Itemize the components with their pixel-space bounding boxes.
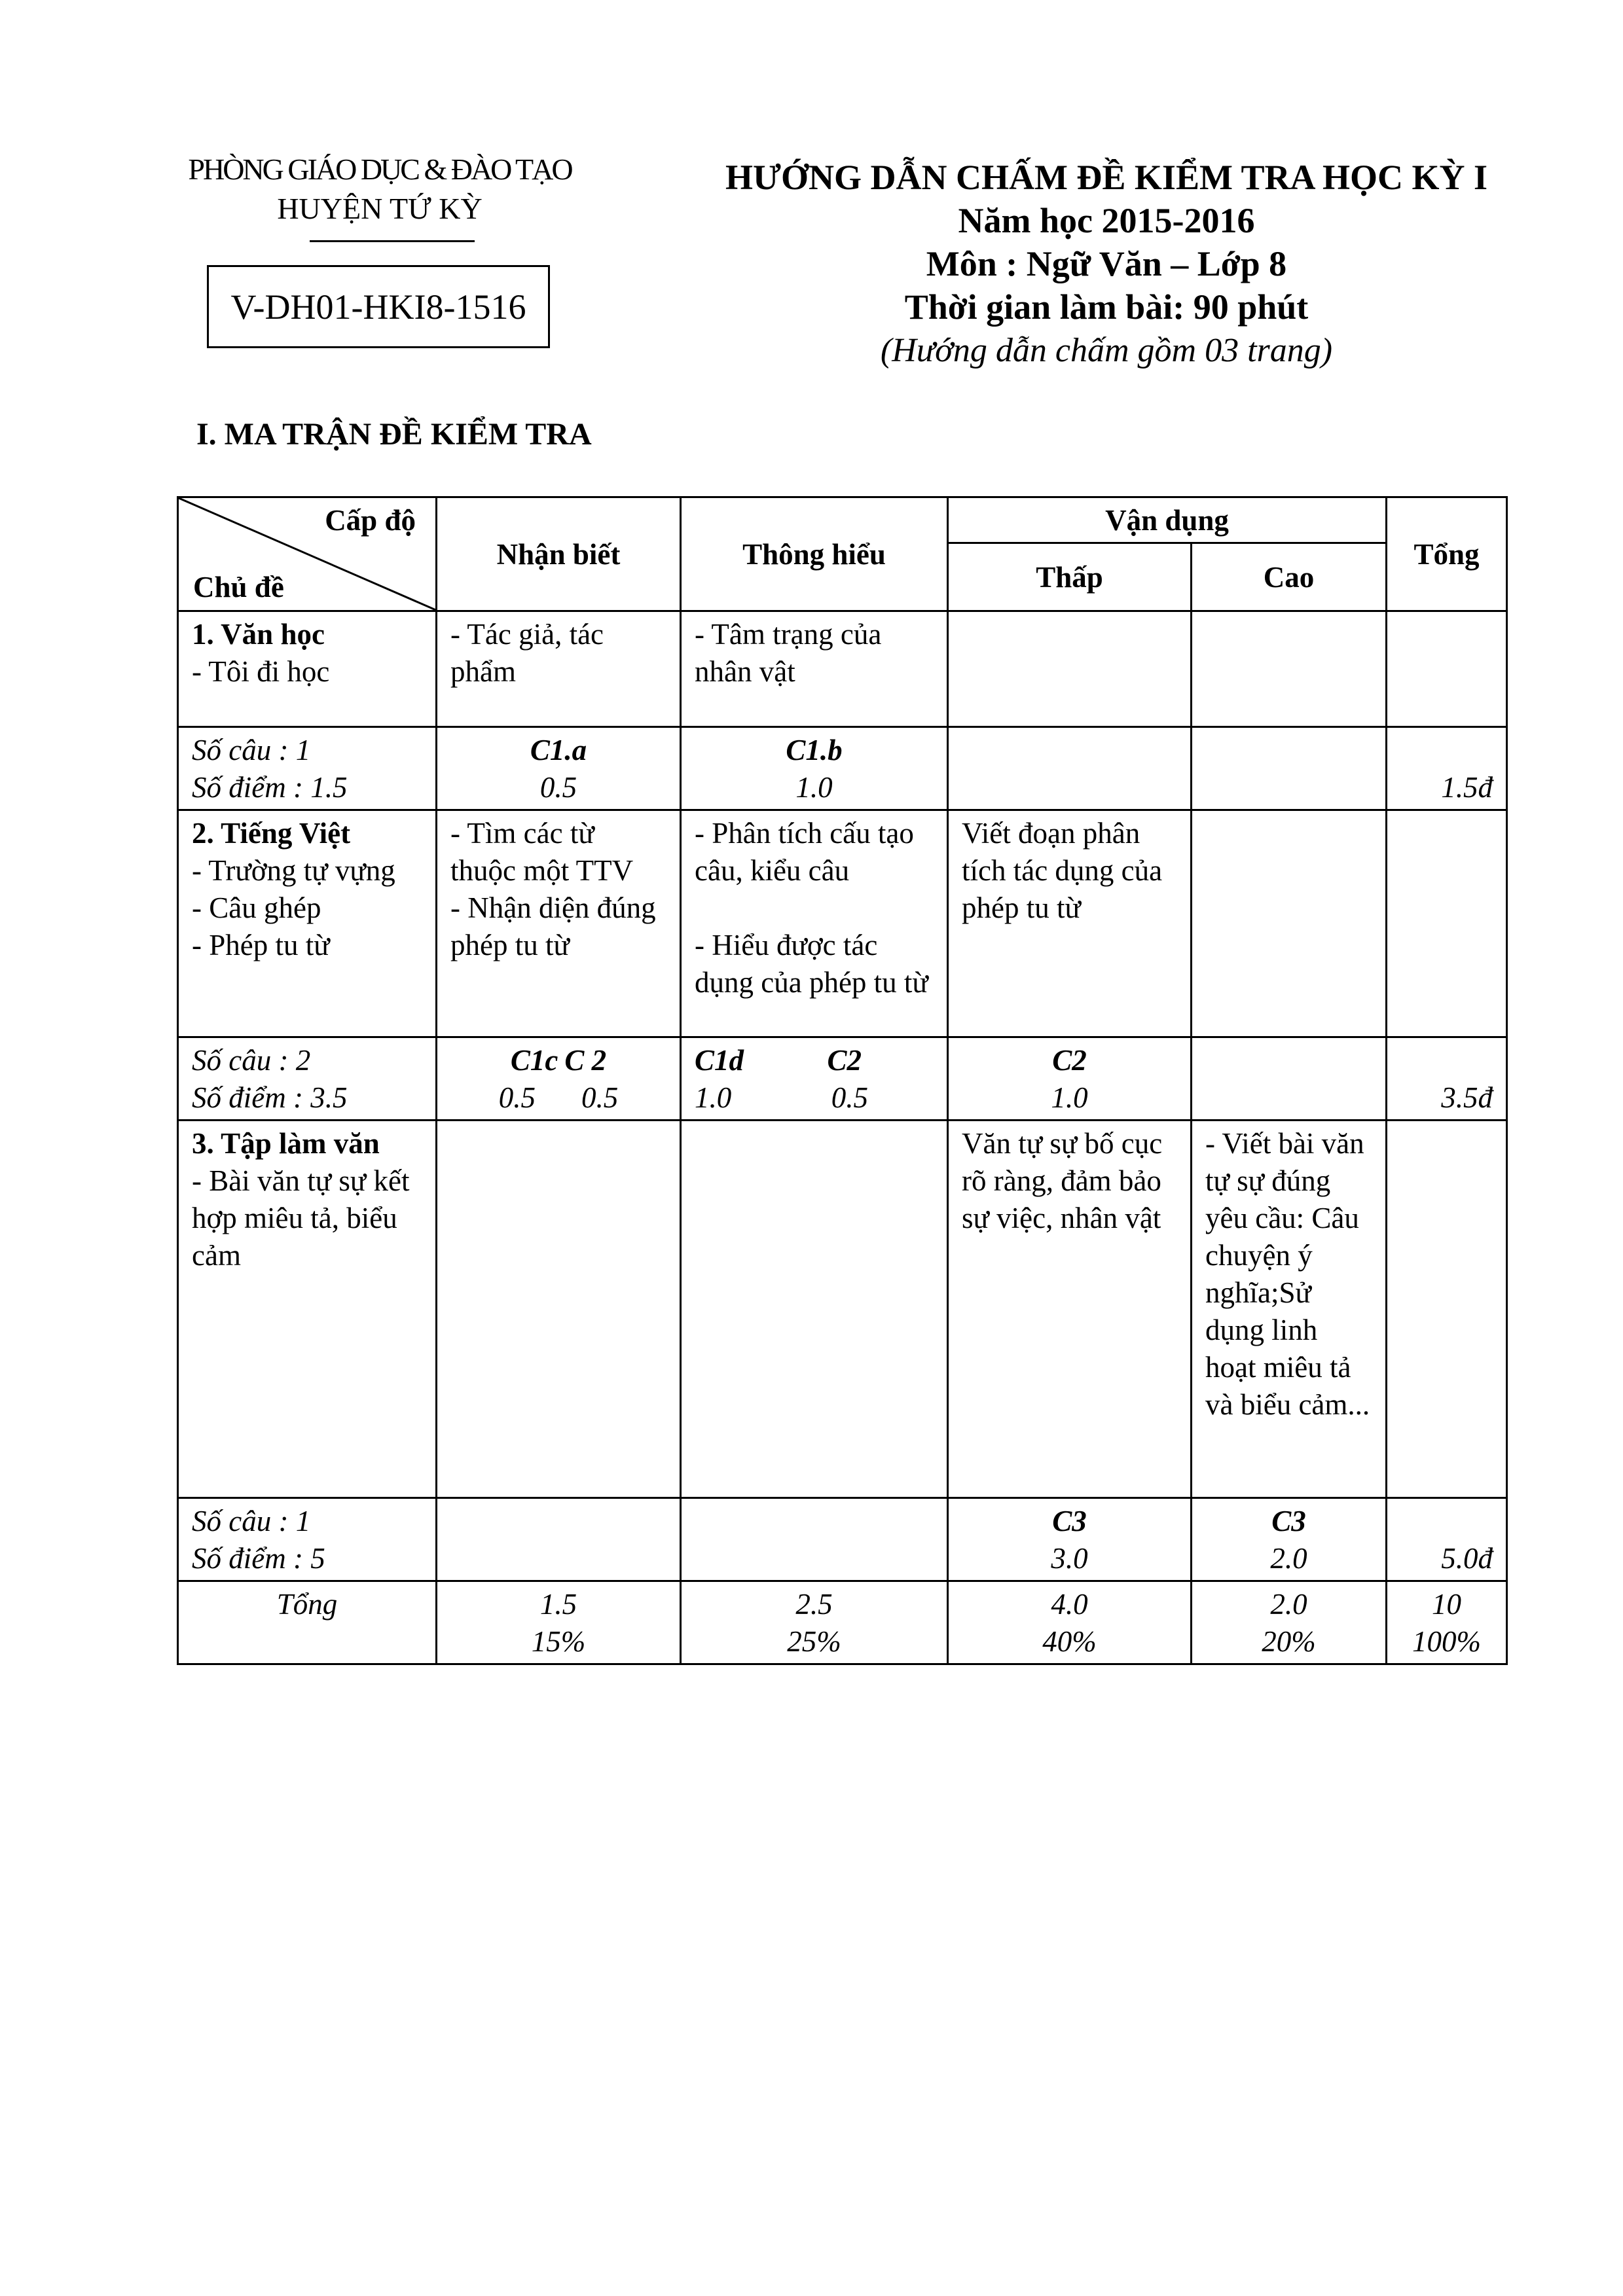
question-ref: C3 (1052, 1505, 1087, 1537)
cao-cell: - Viết bài văn tự sự đúng yêu cầu: Câu chuyện ý nghĩa;Sử dụng linh hoạt miêu tả và biểu cảm... (1192, 1121, 1387, 1498)
topic-cell (178, 611, 437, 727)
nhan-biet-score-cell (437, 1037, 681, 1121)
nhan-biet-cell: - Tác giả, tác phẩm (437, 611, 681, 727)
thap-cell: Viết đoạn phân tích tác dụng của phép tu từ (948, 810, 1192, 1037)
question-ref: C1d (695, 1044, 744, 1077)
topic-subitem: - Trường tự vựng (192, 854, 395, 887)
thap-cell (948, 611, 1192, 727)
page-count-note: (Hướng dẫn chấm gồm 03 trang) (880, 332, 1333, 369)
topic-title: 1. Văn học (192, 618, 325, 651)
col-header-nhan-biet: Nhận biết (437, 497, 681, 611)
col-header-van-dung: Vận dụng (948, 497, 1387, 543)
nhan-biet-cell (437, 1121, 681, 1498)
table-row (178, 727, 1507, 810)
tong-score-cell (1387, 727, 1507, 810)
topic-title: 3. Tập làm văn (192, 1127, 380, 1160)
col-header-thap: Thấp (948, 543, 1192, 611)
document-code: V-DH01-HKI8-1516 (230, 287, 526, 327)
table-row (178, 1498, 1507, 1581)
total-percent: 100% (1412, 1625, 1482, 1658)
section-heading: I. MA TRẬN ĐỀ KIỂM TRA (196, 417, 592, 452)
total-thap (948, 1581, 1192, 1664)
points-label: Số điểm : 5 (192, 1542, 325, 1575)
topic-title: 2. Tiếng Việt (192, 817, 351, 850)
nhan-biet-cell (437, 810, 681, 1037)
points-value: 2.0 (1270, 1542, 1307, 1575)
criterion-text: - Hiểu được tác dụng của phép tu từ (695, 929, 928, 999)
thap-score-cell (948, 727, 1192, 810)
header-row (178, 497, 1507, 543)
tong-cell (1387, 1121, 1507, 1498)
tong-cell (1387, 611, 1507, 727)
question-ref: C1.b (786, 734, 843, 766)
total-percent: 20% (1262, 1625, 1316, 1658)
thong-hieu-cell (681, 810, 948, 1037)
points-value: 0.5 (831, 1081, 868, 1114)
question-refs (450, 1042, 666, 1079)
points-value: 1.0 (795, 771, 833, 804)
document-title: HƯỚNG DẪN CHẤM ĐỀ KIỂM TRA HỌC KỲ I (725, 158, 1488, 197)
question-ref: C1.a (530, 734, 587, 766)
points-label: Số điểm : 1.5 (192, 771, 348, 804)
topic-cell (178, 1121, 437, 1498)
question-ref: C3 (1271, 1505, 1306, 1537)
thong-hieu-score-cell (681, 727, 948, 810)
question-ref: C2 (1052, 1044, 1087, 1077)
table-row (178, 810, 1507, 1037)
criterion-text: - Phân tích cấu tạo câu, kiểu câu (695, 817, 914, 887)
topic-subitem: - Phép tu từ (192, 929, 330, 961)
question-refs (695, 1042, 934, 1079)
total-points: 4.0 (1051, 1588, 1088, 1621)
school-year: Năm học 2015-2016 (958, 201, 1255, 240)
points-values (695, 1079, 934, 1117)
total-points: 10 (1432, 1588, 1462, 1621)
nhan-biet-score-cell (437, 1498, 681, 1581)
thong-hieu-score-cell (681, 1498, 948, 1581)
cao-score-cell (1192, 1037, 1387, 1121)
count-label-cell (178, 1037, 437, 1121)
points-value: 1.0 (1051, 1081, 1088, 1114)
topic-subitem: - Bài văn tự sự kết hợp miêu tả, biểu cảm (192, 1164, 410, 1272)
points-value: 1.0 (695, 1081, 732, 1114)
thap-score-cell (948, 1037, 1192, 1121)
col-header-thong-hieu: Thông hiểu (681, 497, 948, 611)
total-all (1387, 1581, 1507, 1664)
cao-score-cell (1192, 727, 1387, 810)
criterion-text: - Tìm các từ thuộc một TTV (450, 817, 634, 887)
subject-line: Môn : Ngữ Văn – Lớp 8 (926, 244, 1287, 283)
question-ref: C2 (827, 1044, 862, 1077)
org-district: HUYỆN TỨ KỲ (277, 192, 483, 225)
document-code-box (207, 265, 550, 348)
thap-cell: Văn tự sự bố cục rõ ràng, đảm bảo sự việc, nhân vật (948, 1121, 1192, 1498)
table-row (178, 1121, 1507, 1498)
col-header-tong: Tổng (1387, 497, 1507, 611)
corner-topic-label: Chủ đề (193, 571, 284, 603)
topic-subitem: - Tôi đi học (192, 655, 330, 688)
total-nhan-biet (437, 1581, 681, 1664)
total-points: 2.0 (1270, 1588, 1307, 1621)
points-value: 0.5 (498, 1081, 536, 1114)
total-points: 2.5 (795, 1588, 833, 1621)
thong-hieu-cell (681, 1121, 948, 1498)
thong-hieu-cell: - Tâm trạng của nhân vật (681, 611, 948, 727)
table-row (178, 611, 1507, 727)
total-percent: 40% (1042, 1625, 1097, 1658)
question-count-label: Số câu : 2 (192, 1044, 311, 1077)
question-ref: C1c (510, 1044, 558, 1077)
totals-row (178, 1581, 1507, 1664)
thap-score-cell (948, 1498, 1192, 1581)
col-header-cao: Cao (1192, 543, 1387, 611)
cao-cell (1192, 810, 1387, 1037)
question-count-label: Số câu : 1 (192, 734, 311, 766)
tong-cell (1387, 810, 1507, 1037)
time-limit: Thời gian làm bài: 90 phút (904, 287, 1309, 327)
cao-cell (1192, 611, 1387, 727)
corner-header-cell (178, 497, 437, 611)
total-thong-hieu (681, 1581, 948, 1664)
points-values (450, 1079, 666, 1117)
topic-cell (178, 810, 437, 1037)
count-label-cell (178, 727, 437, 810)
org-underline (310, 240, 475, 242)
exam-matrix-table (177, 496, 1508, 1665)
points-value: 0.5 (581, 1081, 619, 1114)
topic-subitem: - Câu ghép (192, 891, 321, 924)
thong-hieu-score-cell (681, 1037, 948, 1121)
row-total: 5.0đ (1441, 1542, 1493, 1575)
total-percent: 25% (787, 1625, 841, 1658)
points-label: Số điểm : 3.5 (192, 1081, 348, 1114)
total-points: 1.5 (539, 1588, 577, 1621)
criterion-text: - Nhận diện đúng phép tu từ (450, 891, 656, 961)
question-ref: C 2 (564, 1044, 607, 1077)
table-row (178, 1037, 1507, 1121)
tong-score-cell (1387, 1037, 1507, 1121)
cao-score-cell (1192, 1498, 1387, 1581)
row-total: 3.5đ (1441, 1081, 1493, 1114)
corner-level-label: Cấp độ (325, 504, 416, 537)
nhan-biet-score-cell (437, 727, 681, 810)
total-cao (1192, 1581, 1387, 1664)
question-count-label: Số câu : 1 (192, 1505, 311, 1537)
points-value: 3.0 (1051, 1542, 1088, 1575)
total-percent: 15% (531, 1625, 586, 1658)
totals-label: Tổng (178, 1581, 437, 1664)
org-name: PHÒNG GIÁO DỤC & ĐÀO TẠO (188, 152, 572, 186)
count-label-cell (178, 1498, 437, 1581)
tong-score-cell (1387, 1498, 1507, 1581)
points-value: 0.5 (539, 771, 577, 804)
row-total: 1.5đ (1441, 771, 1493, 804)
